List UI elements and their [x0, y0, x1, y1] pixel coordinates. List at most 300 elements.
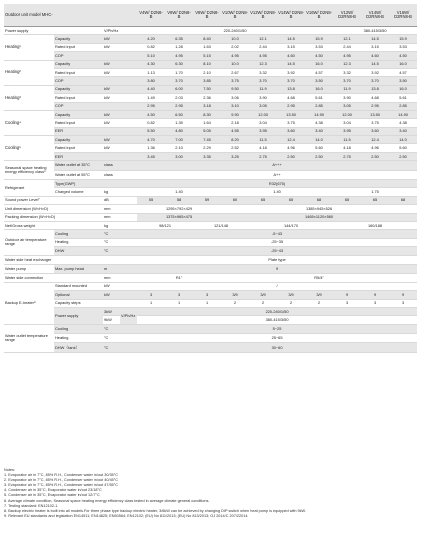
- value-cell: 8.30: [193, 110, 221, 118]
- value-cell: 12.3: [333, 60, 361, 68]
- value-cell: 2.95: [277, 102, 305, 110]
- perf-row: [4, 136, 417, 144]
- perf-category: Cooling⁵: [4, 136, 54, 161]
- outdoor-range-row: [4, 247, 417, 255]
- value-cell: 1.64: [193, 119, 221, 127]
- value-cell: 3.92: [277, 68, 305, 76]
- value-cell: 14.90: [389, 110, 417, 118]
- value-cell: 1.28: [165, 43, 193, 51]
- value-cell: 3.70: [277, 77, 305, 85]
- value-cell: 3.45: [137, 152, 165, 160]
- param-label: Heating: [54, 238, 103, 246]
- value-cell: 2.44: [249, 43, 277, 51]
- param-unit: kW: [103, 94, 137, 102]
- pump-label: Water pump: [4, 264, 54, 273]
- seasonal-row: [4, 170, 417, 179]
- value-cell: 11.9: [249, 85, 277, 93]
- value-cell: 2.10: [193, 68, 221, 76]
- value-cell: 4.95: [165, 52, 193, 60]
- value-cell: 3.04: [333, 119, 361, 127]
- perf-row: [4, 127, 417, 135]
- outlet-range-label: Water outlet temperature range: [4, 324, 54, 352]
- kw-label: 3kW: [103, 307, 120, 315]
- power-supply-unit: V/Ph/Hz: [103, 27, 137, 35]
- value-cell: 2.52: [221, 144, 249, 152]
- perf-row: [4, 152, 417, 160]
- value-cell: 220-240/1/50: [137, 307, 417, 315]
- param-unit: [103, 77, 137, 85]
- value-cell: 68: [389, 196, 417, 204]
- value-cell: 3.25: [221, 152, 249, 160]
- backup-standard-row: [4, 282, 417, 290]
- param-label: Charged volume: [54, 188, 103, 196]
- perf-row: [4, 52, 417, 60]
- value-cell: 8.40: [193, 35, 221, 43]
- refrigerant-type-row: [4, 180, 417, 188]
- value-cell: 2.18: [221, 119, 249, 127]
- value-cell: 2.29: [193, 144, 221, 152]
- value-cell: 3/9: [221, 291, 249, 299]
- param-label: Water outlet at 55°C: [54, 170, 103, 179]
- param-label: DHW: [54, 247, 103, 255]
- value-cell: 13.8: [277, 85, 305, 93]
- param-label: Rated input: [54, 94, 103, 102]
- outlet-range-row: [4, 343, 417, 352]
- param-label: Capacity: [54, 136, 103, 144]
- perf-category: Heating²: [4, 60, 54, 85]
- value-cell: 9.50: [221, 85, 249, 93]
- value-cell: 3.53: [305, 43, 333, 51]
- value-cell: 1: [165, 299, 193, 307]
- value-cell: 4.96: [277, 144, 305, 152]
- value-cell: 1.36: [137, 144, 165, 152]
- value-cell: 1.40: [221, 188, 333, 196]
- value-cell: 10.0: [221, 35, 249, 43]
- note-line: 7. Testing standard: EN12102-1.: [4, 503, 59, 508]
- value-cell: 3/9: [249, 291, 277, 299]
- value-cell: 3: [137, 291, 165, 299]
- param-label: Cooling: [54, 230, 103, 238]
- value-cell: 12.3: [249, 60, 277, 68]
- value-cell: 58: [165, 196, 193, 204]
- note-line: 3. Evaporator air in 7°C, 85% R.H., Condenser water in/out 47/55°C: [4, 483, 119, 488]
- param-label: COP: [54, 52, 103, 60]
- value-cell: 4.30: [137, 60, 165, 68]
- value-cell: 14.5: [277, 60, 305, 68]
- packing-dimension-row: [4, 213, 417, 221]
- outdoor-range-row: [4, 230, 417, 238]
- param-label: Optional: [54, 291, 103, 299]
- value-cell: 30~60: [137, 343, 417, 352]
- param-label: Capacity steps: [54, 299, 103, 307]
- backup-optional-row: [4, 291, 417, 299]
- value-cell: 6.00: [165, 85, 193, 93]
- value-cell: 2.95: [361, 102, 389, 110]
- value-cell: 14.0: [389, 136, 417, 144]
- model-name: V12W/ D2N8-B: [249, 4, 277, 27]
- value-cell: 5.50: [137, 127, 165, 135]
- value-cell: Plate type: [137, 255, 417, 264]
- param-label: EER: [54, 127, 103, 135]
- pump-row: [4, 264, 417, 273]
- value-cell: 1.70: [165, 68, 193, 76]
- spec-table: [4, 4, 417, 353]
- value-cell: 144/170: [249, 221, 333, 229]
- value-cell: 1: [193, 299, 221, 307]
- value-cell: 55: [137, 196, 165, 204]
- value-cell: 12.00: [333, 110, 361, 118]
- perf-row: [4, 35, 417, 43]
- value-cell: 14.90: [305, 110, 333, 118]
- spec-sheet: [4, 4, 417, 353]
- value-cell: 1.63: [193, 43, 221, 51]
- value-cell: 3.70: [361, 77, 389, 85]
- param-label: DHW（tank）: [54, 343, 103, 352]
- value-cell: 12.1: [249, 35, 277, 43]
- value-cell: 7.50: [193, 85, 221, 93]
- value-cell: -5~43: [137, 230, 417, 238]
- model-name: V4W/ D2N8-B: [137, 4, 165, 27]
- value-cell: 4.95: [221, 52, 249, 60]
- value-cell: 4.38: [389, 119, 417, 127]
- seasonal-label: Seasonal space heating energy efficiency class⁶: [4, 161, 54, 180]
- param-label: COP: [54, 77, 103, 85]
- value-cell: 13.50: [277, 110, 305, 118]
- power-supply-three: 380-415/3/50: [333, 27, 417, 35]
- value-cell: 60: [221, 196, 249, 204]
- value-cell: 2.95: [137, 102, 165, 110]
- param-label: Capacity: [54, 60, 103, 68]
- value-cell: 4.68: [277, 94, 305, 102]
- note-line: 9. Relevant EU standards and legislation EN14511; EN14825; EN50564; EN12102; (EU) No 811/2013; (EU) No 813/2013; OJ 2014/C 207/22014.: [4, 513, 249, 518]
- param-label: Rated input: [54, 43, 103, 51]
- value-cell: 3.05: [333, 102, 361, 110]
- param-unit: dB: [103, 196, 137, 204]
- value-cell: 5.60: [305, 144, 333, 152]
- value-cell: 5.10: [137, 52, 165, 60]
- perf-row: [4, 94, 417, 102]
- value-cell: 3.53: [389, 43, 417, 51]
- value-cell: 13.50: [361, 110, 389, 118]
- param-unit: kW: [103, 119, 137, 127]
- value-cell: 4.60: [361, 52, 389, 60]
- note-line: 1. Evaporator air in 7°C, 85% R.H., Condenser water in/out 30/35°C: [4, 473, 119, 478]
- value-cell: 2: [305, 299, 333, 307]
- value-cell: 15.9: [305, 35, 333, 43]
- value-cell: 65: [277, 196, 305, 204]
- value-cell: 2.03: [165, 94, 193, 102]
- value-cell: 2.50: [389, 152, 417, 160]
- value-cell: 16.0: [389, 85, 417, 93]
- param-unit: kW: [103, 68, 137, 76]
- value-cell: 3: [193, 291, 221, 299]
- value-cell: 65: [361, 196, 389, 204]
- value-cell: 2.50: [361, 152, 389, 160]
- param-unit: m: [103, 264, 137, 273]
- value-cell: 1385×945×526: [221, 205, 417, 213]
- param-unit: kW: [103, 144, 137, 152]
- power-supply-row: [4, 27, 417, 35]
- value-cell: 3.10: [221, 102, 249, 110]
- note-line: 5. Condenser air in 35°C, Evaporator water in/out 12/7°C: [4, 493, 100, 498]
- unit-dimension-row: [4, 205, 417, 213]
- param-unit: kg: [103, 221, 137, 229]
- value-cell: 3.75: [221, 77, 249, 85]
- value-cell: 3.75: [277, 119, 305, 127]
- value-cell: 5.05: [193, 127, 221, 135]
- value-cell: 1465×1120×560: [221, 213, 417, 221]
- value-cell: 1.13: [137, 68, 165, 76]
- outlet-range-row: [4, 324, 417, 333]
- value-cell: 3.75: [361, 119, 389, 127]
- param-label: COP: [54, 102, 103, 110]
- param-unit: °C: [103, 238, 137, 246]
- param-label: Rated input: [54, 119, 103, 127]
- value-cell: 12.4: [277, 136, 305, 144]
- outdoor-range-label: Outdoor air temperature range: [4, 230, 54, 255]
- value-cell: 9: [361, 291, 389, 299]
- perf-row: [4, 68, 417, 76]
- value-cell: 1.40: [137, 188, 221, 196]
- param-unit: kW: [103, 43, 137, 51]
- note-line: 4. Condenser air in 35°C, Evaporator water in/out 23/18°C: [4, 488, 102, 493]
- notes: [4, 468, 417, 519]
- weight-row: [4, 221, 417, 229]
- value-cell: 65: [249, 196, 277, 204]
- note-line: 2. Evaporator air in 7°C, 85% R.H., Condenser water in/out 40/45°C: [4, 478, 119, 483]
- exchanger-label: Water side heat exchanger: [4, 255, 137, 264]
- weight-label: Net/Gross weight: [4, 221, 103, 229]
- value-cell: 4.50: [389, 52, 417, 60]
- value-cell: 2: [277, 299, 305, 307]
- param-label: Capacity: [54, 110, 103, 118]
- value-cell: 3.15: [361, 43, 389, 51]
- value-cell: 3.05: [249, 102, 277, 110]
- value-cell: A+++: [137, 161, 417, 170]
- value-cell: 3.32: [333, 68, 361, 76]
- value-cell: 3.40: [305, 127, 333, 135]
- value-cell: 160/188: [333, 221, 417, 229]
- value-cell: 2.36: [193, 94, 221, 102]
- value-cell: 121/148: [193, 221, 249, 229]
- value-cell: 98/121: [137, 221, 193, 229]
- model-name: V6W/ D2N8-B: [165, 4, 193, 27]
- power-supply-single: 220-240/1/50: [137, 27, 333, 35]
- connection-label: Water side connection: [4, 274, 103, 282]
- value-cell: 4.57: [389, 68, 417, 76]
- value-cell: 4.80: [165, 127, 193, 135]
- refrigerant-label: Refrigerant: [4, 180, 54, 197]
- value-cell: 3.95: [333, 127, 361, 135]
- value-cell: 4.57: [305, 68, 333, 76]
- value-cell: 3.18: [193, 102, 221, 110]
- perf-row: [4, 102, 417, 110]
- value-cell: 4.18: [333, 144, 361, 152]
- value-cell: 8.10: [193, 60, 221, 68]
- header-row: [4, 4, 417, 27]
- value-cell: -25~43: [137, 247, 417, 255]
- value-cell: 65: [333, 196, 361, 204]
- value-cell: 2.10: [165, 144, 193, 152]
- sound-row: [4, 196, 417, 204]
- param-unit: [103, 299, 137, 307]
- value-cell: 3: [389, 299, 417, 307]
- param-label: Cooling: [54, 324, 103, 333]
- value-cell: 1295×792×429: [137, 205, 221, 213]
- value-cell: 4.20: [137, 35, 165, 43]
- value-cell: 3.92: [361, 68, 389, 76]
- value-cell: 5.15: [193, 52, 221, 60]
- value-cell: 3.70: [249, 77, 277, 85]
- param-unit: [103, 127, 137, 135]
- value-cell: 3.95: [249, 127, 277, 135]
- param-label: Max. pump head: [54, 264, 103, 273]
- value-cell: 4.95: [249, 52, 277, 60]
- value-cell: 3.00: [165, 152, 193, 160]
- perf-category: Cooling⁴: [4, 110, 54, 135]
- value-cell: 9: [333, 291, 361, 299]
- sound-label: Sound power Level⁷: [4, 196, 103, 204]
- param-unit: kW: [103, 282, 137, 290]
- value-cell: 4.18: [249, 144, 277, 152]
- value-cell: 3.15: [277, 43, 305, 51]
- outdoor-range-row: [4, 238, 417, 246]
- power-supply-label: Power supply: [4, 27, 103, 35]
- perf-category: Heating³: [4, 85, 54, 110]
- value-cell: A++: [137, 170, 417, 179]
- param-unit: °C: [103, 230, 137, 238]
- value-cell: 7.00: [165, 136, 193, 144]
- value-cell: 4.50: [305, 52, 333, 60]
- value-cell: 2.67: [221, 68, 249, 76]
- value-cell: 4.55: [221, 127, 249, 135]
- param-unit: mm: [103, 274, 137, 282]
- table-title: Outdoor unit model MHC-: [4, 4, 137, 27]
- value-cell: R32(675): [137, 180, 417, 188]
- param-label: Heating: [54, 334, 103, 343]
- value-cell: 5.61: [389, 94, 417, 102]
- param-label: Rated input: [54, 144, 103, 152]
- value-cell: 4.38: [305, 119, 333, 127]
- value-cell: 6.30: [165, 60, 193, 68]
- value-cell: 16.0: [305, 60, 333, 68]
- perf-row: [4, 144, 417, 152]
- value-cell: 14.5: [361, 60, 389, 68]
- value-cell: R1": [137, 274, 221, 282]
- param-label: Rated input: [54, 68, 103, 76]
- value-cell: 59: [193, 196, 221, 204]
- value-cell: 7.45: [193, 136, 221, 144]
- value-cell: 3/9: [305, 291, 333, 299]
- value-cell: 3.60: [361, 127, 389, 135]
- value-cell: 14.5: [361, 35, 389, 43]
- value-cell: 3.35: [193, 152, 221, 160]
- value-cell: 1375×965×475: [137, 213, 221, 221]
- value-cell: 10.0: [221, 60, 249, 68]
- value-cell: 16.0: [305, 85, 333, 93]
- value-cell: 12.1: [333, 35, 361, 43]
- param-label: Type(GWP): [54, 180, 137, 188]
- value-cell: 4.50: [137, 110, 165, 118]
- value-cell: 4.96: [361, 144, 389, 152]
- perf-row: [4, 110, 417, 118]
- param-unit: kW: [103, 291, 137, 299]
- value-cell: 25~65: [137, 334, 417, 343]
- value-cell: 8.20: [221, 136, 249, 144]
- value-cell: 4.40: [137, 85, 165, 93]
- value-cell: 11.9: [333, 85, 361, 93]
- value-cell: 1.75: [333, 188, 417, 196]
- value-cell: 2.02: [221, 43, 249, 51]
- value-cell: 14.5: [277, 35, 305, 43]
- value-cell: 16.0: [389, 60, 417, 68]
- value-cell: 5.60: [389, 144, 417, 152]
- value-cell: 1: [137, 299, 165, 307]
- value-cell: 2.44: [333, 43, 361, 51]
- param-unit: kW: [103, 35, 137, 43]
- value-cell: 380-415/3/50: [137, 316, 417, 324]
- model-name: V10W/ D2N8-B: [221, 4, 249, 27]
- param-label: EER: [54, 152, 103, 160]
- value-cell: 13.8: [361, 85, 389, 93]
- value-cell: 3.70: [333, 77, 361, 85]
- param-label: Water outlet at 35°C: [54, 161, 103, 170]
- backup-steps-row: [4, 299, 417, 307]
- value-cell: 3.70: [165, 77, 193, 85]
- param-unit: °C: [103, 343, 137, 352]
- value-cell: 9: [137, 264, 417, 273]
- perf-row: [4, 43, 417, 51]
- value-cell: 3.04: [249, 119, 277, 127]
- value-cell: 3.06: [221, 94, 249, 102]
- value-cell: 5~25: [137, 324, 417, 333]
- value-cell: 2.95: [165, 102, 193, 110]
- param-unit: kW: [103, 110, 137, 118]
- value-cell: 6.35: [165, 35, 193, 43]
- unit-dimension-label: Unit dimension (W×H×D): [4, 205, 103, 213]
- value-cell: -25~35: [137, 238, 417, 246]
- value-cell: 9: [389, 291, 417, 299]
- param-unit: mm: [103, 213, 137, 221]
- value-cell: 2.75: [333, 152, 361, 160]
- value-cell: 3.60: [277, 127, 305, 135]
- param-unit: kW: [103, 136, 137, 144]
- value-cell: 3/9: [277, 291, 305, 299]
- model-name: V16W/ D2N8-B: [305, 4, 333, 27]
- value-cell: 4.95: [333, 52, 361, 60]
- value-cell: 2: [249, 299, 277, 307]
- refrigerant-charge-row: [4, 188, 417, 196]
- value-cell: 11.5: [333, 136, 361, 144]
- param-unit: [103, 52, 137, 60]
- value-cell: 3.50: [305, 77, 333, 85]
- value-cell: 2.85: [389, 102, 417, 110]
- value-cell: 3: [361, 299, 389, 307]
- value-cell: 0.82: [137, 119, 165, 127]
- value-cell: 0.82: [137, 43, 165, 51]
- value-cell: 1.49: [137, 94, 165, 102]
- value-cell: 2.50: [277, 152, 305, 160]
- value-cell: 11.5: [249, 136, 277, 144]
- param-label: Power supply: [54, 307, 103, 324]
- param-unit: [103, 152, 137, 160]
- model-name: V16W/ D2RN8-B: [389, 4, 417, 27]
- backup-power-3kw-row: [4, 307, 417, 315]
- value-cell: 3: [165, 291, 193, 299]
- param-unit: class: [103, 170, 137, 179]
- value-cell: 2.85: [305, 102, 333, 110]
- model-name: V12W/ D2RN8-B: [333, 4, 361, 27]
